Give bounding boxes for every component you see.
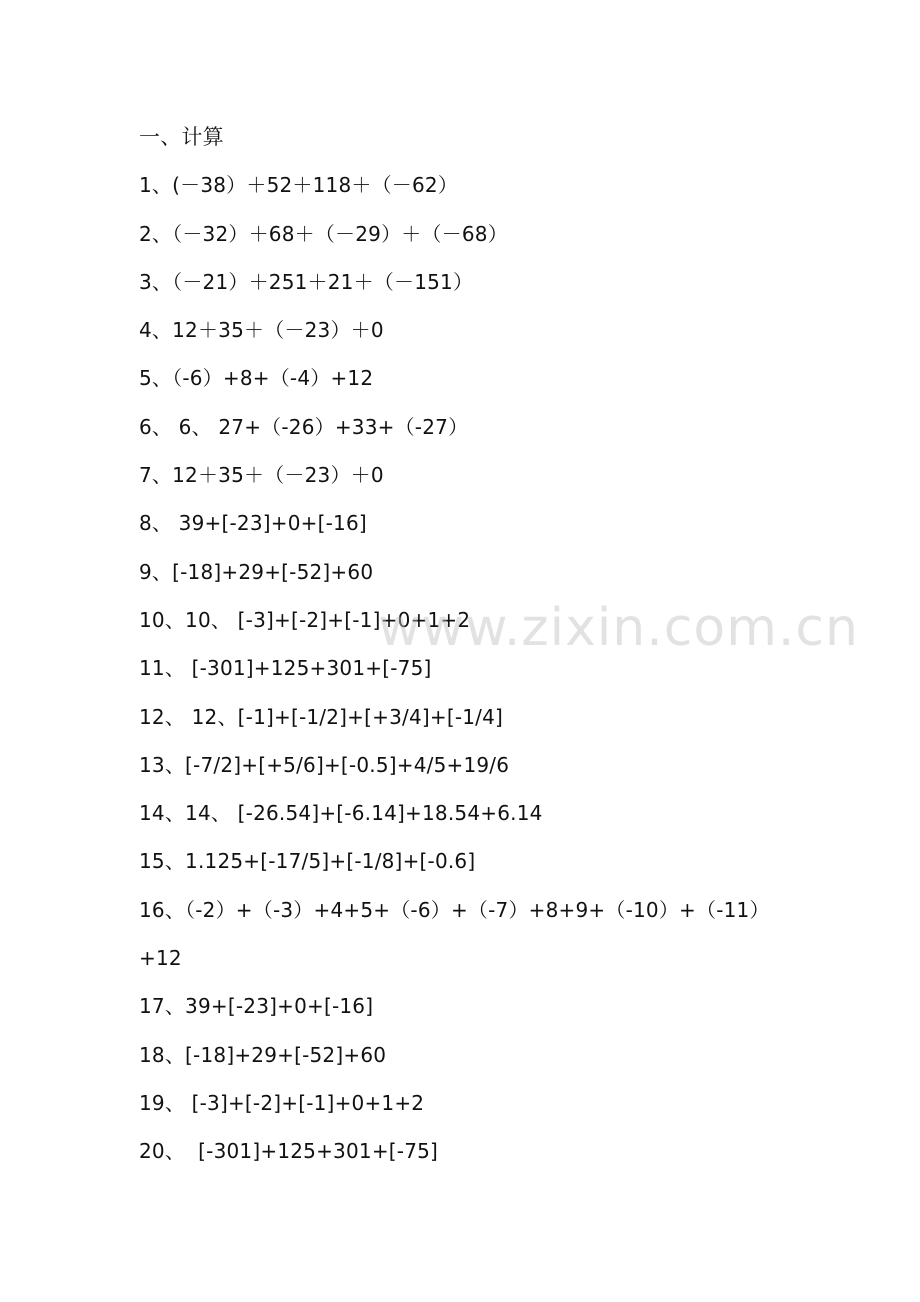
problem-1: 1、(－38）＋52＋118＋（－62） [139,173,459,198]
problem-20: 20、 [-301]+125+301+[-75] [139,1139,439,1164]
problem-6: 6、 6、 27+（-26）+33+（-27） [139,414,469,439]
problem-15: 15、1.125+[-17/5]+[-1/8]+[-0.6] [139,849,476,874]
problem-17: 17、39+[-23]+0+[-16] [139,994,374,1019]
problem-5: 5、（-6）+8+（-4）+12 [139,366,374,391]
section-title: 一、计算 [139,125,224,149]
problem-4: 4、12＋35＋（－23）＋0 [139,318,384,343]
problem-13: 13、[-7/2]+[+5/6]+[-0.5]+4/5+19/6 [139,752,510,777]
problem-16: 16、（-2）+（-3）+4+5+（-6）+（-7）+8+9+（-10）+（-11） [139,897,770,922]
problem-2: 2、（－32）＋68＋（－29）＋（－68） [139,221,508,246]
problem-9: 9、[-18]+29+[-52]+60 [139,559,374,584]
problem-14: 14、14、 [-26.54]+[-6.14]+18.54+6.14 [139,801,543,826]
problem-19: 19、 [-3]+[-2]+[-1]+0+1+2 [139,1090,425,1115]
problem-12: 12、 12、[-1]+[-1/2]+[+3/4]+[-1/4] [139,704,504,729]
exercise-list [139,118,819,1181]
watermark: www.zixin.com.cn [378,598,859,658]
problem-8: 8、 39+[-23]+0+[-16] [139,511,367,536]
problem-11: 11、 [-301]+125+301+[-75] [139,656,432,681]
problem-10: 10、10、 [-3]+[-2]+[-1]+0+1+2 [139,607,471,632]
problem-16-continued: +12 [139,946,182,971]
problem-3: 3、（－21）＋251＋21＋（－151） [139,269,474,294]
problem-7: 7、12＋35＋（－23）＋0 [139,463,384,488]
problem-18: 18、[-18]+29+[-52]+60 [139,1042,387,1067]
